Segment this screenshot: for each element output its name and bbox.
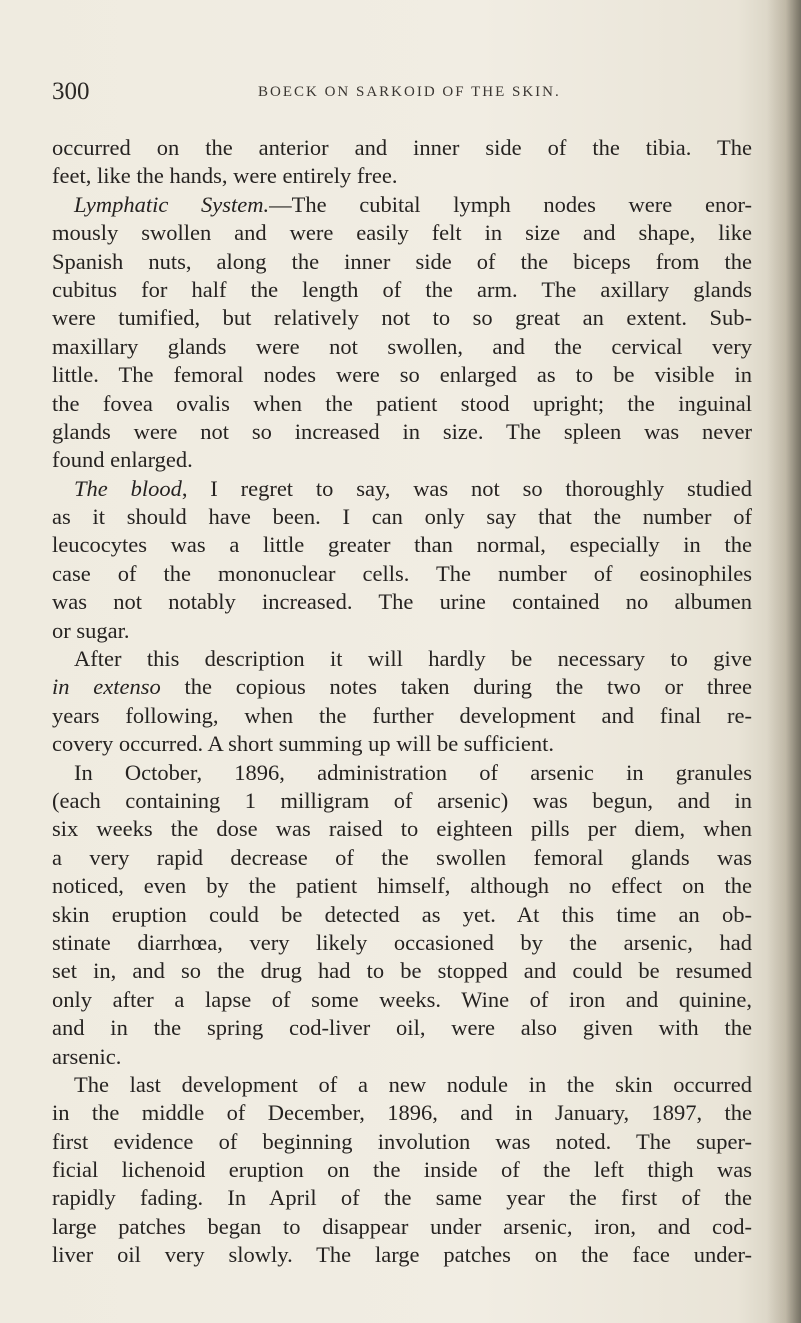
italic-heading-lymphatic: Lymphatic System.	[74, 191, 270, 217]
paragraph-in-extenso	[52, 673, 752, 701]
body-text	[52, 134, 752, 1270]
text-line: years following, when the further development and final re-	[52, 702, 752, 728]
text-line: rapidly fading. In April of the same year the first of the	[52, 1185, 752, 1211]
text-line: noticed, even by the patient himself, although no effect on the	[52, 873, 752, 899]
text-line: The last development of a new nodule in the skin occurred	[74, 1071, 752, 1097]
text-line: stinate diarrhœa, very likely occasioned by the arsenic, had	[52, 929, 752, 955]
text-line: maxillary glands were not swollen, and the cervical very	[52, 333, 752, 359]
text-line: feet, like the hands, were entirely free.	[52, 163, 398, 189]
text-line: the copious notes taken during the two or three	[160, 674, 752, 700]
text-line: —The cubital lymph nodes were enor-	[269, 191, 752, 217]
text-line: first evidence of beginning involution was noted. The super-	[52, 1128, 752, 1154]
running-head: BOECK ON SARKOID OF THE SKIN.	[258, 84, 561, 100]
italic-in-extenso: in extenso	[52, 674, 161, 700]
text-line: six weeks the dose was raised to eighteen pills per diem, when	[52, 816, 752, 842]
paragraph-blood	[52, 475, 752, 503]
page-header	[52, 78, 752, 112]
text-line: as it should have been. I can only say that the number of	[52, 504, 752, 530]
text-line: skin eruption could be detected as yet. At this time an ob-	[52, 901, 752, 927]
page-number: 300	[52, 78, 90, 105]
text-line: Spanish nuts, along the inner side of the biceps from the	[52, 248, 752, 274]
text-line: arsenic.	[52, 1043, 122, 1069]
paragraph-lymphatic-system	[52, 191, 752, 219]
text-line: glands were not so increased in size. The spleen was never	[52, 418, 752, 444]
text-line: In October, 1896, administration of arsenic in granules	[74, 759, 752, 785]
text-line: occurred on the anterior and inner side of the tibia. The	[52, 135, 752, 160]
text-line: case of the mononuclear cells. The number of eosinophiles	[52, 560, 752, 586]
text-line: the fovea ovalis when the patient stood upright; the inguinal	[52, 390, 752, 416]
text-line: only after a lapse of some weeks. Wine of iron and quinine,	[52, 986, 752, 1012]
text-line: cubitus for half the length of the arm. The axillary glands	[52, 276, 752, 302]
text-line: covery occurred. A short summing up will be sufficient.	[52, 731, 554, 757]
text-line: , I regret to say, was not so thoroughly studied	[181, 475, 752, 501]
text-line: (each containing 1 milligram of arsenic) was begun, and in	[52, 787, 752, 813]
text-line: set in, and so the drug had to be stopped and could be resumed	[52, 958, 752, 984]
page-edge-shadow	[767, 0, 801, 1323]
text-line: leucocytes was a little greater than normal, especially in the	[52, 532, 752, 558]
text-line: was not notably increased. The urine contained no albumen	[52, 589, 752, 615]
text-line: in the middle of December, 1896, and in January, 1897, the	[52, 1100, 752, 1126]
text-line: a very rapid decrease of the swollen femoral glands was	[52, 844, 752, 870]
text-line: large patches began to disappear under arsenic, iron, and cod-	[52, 1213, 752, 1239]
text-line: ficial lichenoid eruption on the inside of the left thigh was	[52, 1157, 752, 1183]
text-line: liver oil very slowly. The large patches on the face under-	[52, 1242, 752, 1268]
text-line: and in the spring cod-liver oil, were also given with the	[52, 1015, 752, 1041]
italic-heading-blood: The blood	[74, 475, 182, 501]
text-line: found enlarged.	[52, 447, 193, 473]
text-line: little. The femoral nodes were so enlarged as to be visible in	[52, 362, 752, 388]
text-line: After this description it will hardly be necessary to give	[74, 646, 752, 672]
text-line: or sugar.	[52, 617, 130, 643]
text-line: were tumified, but relatively not to so great an extent. Sub-	[52, 305, 752, 331]
text-line: mously swollen and were easily felt in size and shape, like	[52, 220, 752, 246]
